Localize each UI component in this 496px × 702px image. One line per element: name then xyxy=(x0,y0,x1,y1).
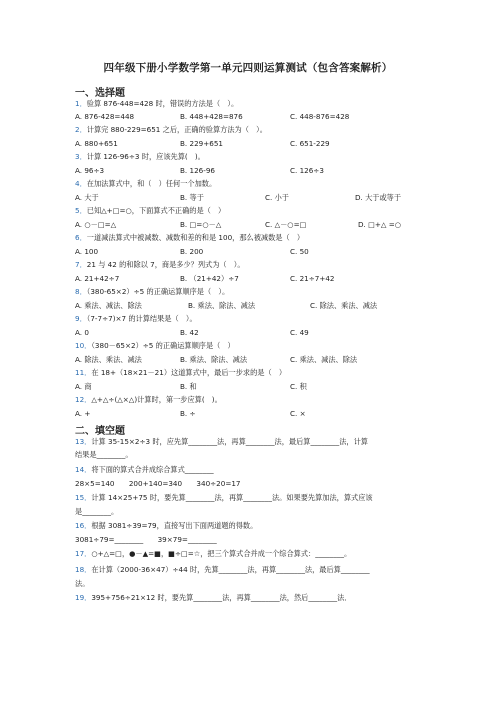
question-number: 15． xyxy=(75,493,92,502)
question-number: 10． xyxy=(75,341,92,350)
question-16 xyxy=(75,521,420,531)
option-b: B. 448+428=876 xyxy=(180,112,243,121)
option-b: B. 乘法、除法、减法 xyxy=(180,355,248,364)
page-title: 四年级下册小学数学第一单元四则运算测试（包含答案解析） xyxy=(103,62,393,74)
question-number: 11． xyxy=(75,368,92,377)
option-b: B. 和 xyxy=(180,382,197,391)
question-12 xyxy=(75,395,420,405)
question-number: 8． xyxy=(75,287,87,296)
question-text: 21 与 42 的和除以 7，商是多少？列式为（ ）。 xyxy=(86,260,245,269)
question-text: 计算完 880-229=651 之后，正确的验算方法为（ ）。 xyxy=(86,125,267,134)
option-c: C. × xyxy=(290,409,306,418)
question-4 xyxy=(75,179,420,189)
question-text: 计算 126-96÷3 时，应该先算( )。 xyxy=(86,152,205,161)
question-text: 在 18+（18×21－21）这道算式中，最后一步求的是（ ） xyxy=(91,368,287,377)
option-c: C. 126÷3 xyxy=(290,166,324,175)
option-a: A. 乘法、减法、除法 xyxy=(75,301,142,310)
option-c: C. 除法、乘法、减法 xyxy=(310,301,378,310)
question-number: 9． xyxy=(75,314,87,323)
option-b: B. （21+42）÷7 xyxy=(180,274,239,283)
question-number: 17． xyxy=(75,549,92,558)
option-a: A. 商 xyxy=(75,382,92,391)
question-text: 将下面的算式合并成综合算式________ xyxy=(91,465,214,474)
question-19 xyxy=(75,593,420,603)
question-18 xyxy=(75,565,420,575)
option-b: B. 200 xyxy=(180,247,204,256)
option-b: B. 229+651 xyxy=(180,139,223,148)
option-c: C. 448-876=428 xyxy=(290,112,350,121)
question-text: 验算 876-448=428 时，错误的方法是（ ）。 xyxy=(86,99,239,108)
option-b: B. ÷ xyxy=(180,409,196,418)
question-number: 1． xyxy=(75,99,87,108)
option-c: C. 49 xyxy=(290,328,309,337)
question-14 xyxy=(75,465,420,475)
question-7 xyxy=(75,260,420,270)
question-9 xyxy=(75,314,420,324)
question-text: 计算 35-15×2÷3 时，应先算________法，再算________法，最后算________法，计算 xyxy=(91,437,368,446)
option-a: A. 大于 xyxy=(75,193,99,202)
question-18-continued: 法。 xyxy=(75,579,90,588)
option-c: C. 积 xyxy=(290,382,307,391)
option-c: C. △－○=□ xyxy=(265,220,307,229)
question-text: 计算 14×25+75 时，要先算________法，再算________法。如果要先算加法，算式应该 xyxy=(91,493,373,502)
option-a: A. + xyxy=(75,409,91,418)
question-text: 根据 3081÷39=79，直接写出下面两道题的得数。 xyxy=(91,521,258,530)
section-fill-heading: 二、填空题 xyxy=(75,426,125,437)
option-d: D. □+△ =○ xyxy=(358,220,402,229)
option-a: A. 100 xyxy=(75,247,99,256)
option-b: B. 乘法、除法、减法 xyxy=(188,301,256,310)
option-b: B. 等于 xyxy=(180,193,204,202)
question-text: 395+756÷21×12 时，要先算________法，再算________法，然后________法． xyxy=(91,593,352,602)
question-6 xyxy=(75,233,420,243)
question-1 xyxy=(75,99,420,109)
option-c: C. 乘法、减法、除法 xyxy=(290,355,358,364)
question-13-continued: 结果是________。 xyxy=(75,450,133,459)
question-text: 已知△+□=○，下面算式不正确的是（ ） xyxy=(86,206,226,215)
question-number: 5． xyxy=(75,206,87,215)
option-b: B. 126-96 xyxy=(180,166,215,175)
option-a: A. 96÷3 xyxy=(75,166,105,175)
question-text: （7-7÷7)×7 的计算结果是（ ）。 xyxy=(86,314,197,323)
question-8 xyxy=(75,287,420,297)
option-c: C. 21÷7+42 xyxy=(290,274,335,283)
question-16-equations: 3081÷79=________ 39×79=________ xyxy=(75,535,217,544)
question-17 xyxy=(75,549,420,559)
option-a: A. 880+651 xyxy=(75,139,118,148)
section-choice-heading: 一、选择题 xyxy=(75,88,125,99)
question-text: 一道减法算式中被减数、减数和差的和是 100，那么被减数是（ ） xyxy=(86,233,305,242)
question-15 xyxy=(75,493,420,503)
question-text: （380-65×2）÷5 的正确运算顺序是（ ）。 xyxy=(86,287,230,296)
question-number: 19． xyxy=(75,593,92,602)
question-3 xyxy=(75,152,420,162)
question-2 xyxy=(75,125,420,135)
question-13 xyxy=(75,437,420,447)
question-text: 在加法算式中，和（ ）任何一个加数。 xyxy=(86,179,217,188)
question-number: 16． xyxy=(75,521,92,530)
question-text: 在计算（2000-36×47）÷44 时，先算________法，再算________法，最后算________ xyxy=(91,565,370,574)
question-number: 12． xyxy=(75,395,92,404)
question-number: 18． xyxy=(75,565,92,574)
question-15-continued: 是________。 xyxy=(75,507,119,516)
question-5 xyxy=(75,206,420,216)
option-b: B. □=○－△ xyxy=(180,220,222,229)
option-c: C. 小于 xyxy=(265,193,289,202)
option-a: A. 除法、乘法、减法 xyxy=(75,355,142,364)
option-b: B. 42 xyxy=(180,328,199,337)
question-text: △+△÷(△×△)计算时，第一步应算( )。 xyxy=(91,395,222,404)
option-a: A. ○－□=△ xyxy=(75,220,117,229)
question-10 xyxy=(75,341,420,351)
option-c: C. 651-229 xyxy=(290,139,330,148)
question-number: 7． xyxy=(75,260,87,269)
option-d: D. 大于或等于 xyxy=(355,193,402,202)
option-a: A. 876-428=448 xyxy=(75,112,135,121)
question-number: 14． xyxy=(75,465,92,474)
question-number: 13． xyxy=(75,437,92,446)
question-number: 3． xyxy=(75,152,87,161)
option-c: C. 50 xyxy=(290,247,309,256)
question-14-equations: 28×5=140 200+140=340 340÷20=17 xyxy=(75,479,241,488)
question-number: 2． xyxy=(75,125,87,134)
question-text: ○+△=□，●－▲=■，■÷□=☆，把三个算式合并成一个综合算式：________。 xyxy=(91,549,352,558)
option-a: A. 0 xyxy=(75,328,89,337)
option-a: A. 21+42÷7 xyxy=(75,274,120,283)
question-number: 4． xyxy=(75,179,87,188)
question-text: （380－65×2）÷5 的正确运算顺序是（ ） xyxy=(91,341,235,350)
question-11 xyxy=(75,368,420,378)
question-number: 6． xyxy=(75,233,87,242)
